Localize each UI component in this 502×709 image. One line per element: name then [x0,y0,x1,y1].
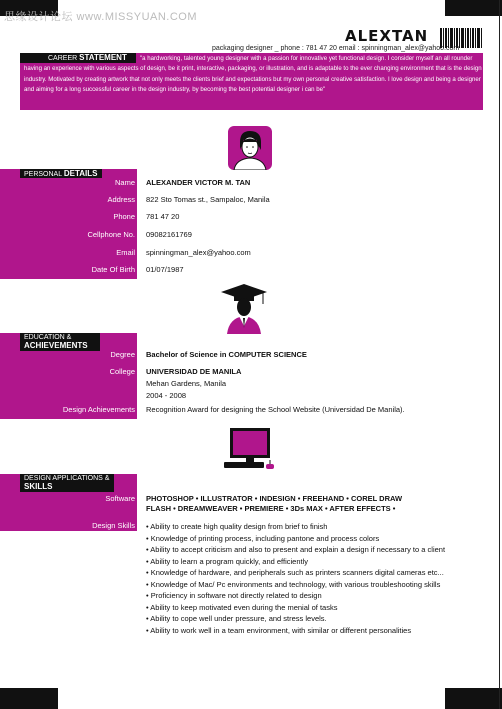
career-label-bold: STATEMENT [79,53,127,62]
label-date-of-birth: Date Of Birth [91,265,135,274]
value-college-place: Mehan Gardens, Manila [146,379,227,388]
value-cellphone: 09082161769 [146,230,192,239]
list-item: • Knowledge of printing process, including pantone and process colors [146,533,445,545]
list-item: • Ability to cope well under pressure, and stress levels. [146,613,445,625]
skills-label [20,474,114,492]
value-software-line2: FLASH • DREAMWEAVER • PREMIERE • 3Ds MAX • AFTER EFFECTS • [146,504,396,513]
portrait-icon [228,126,272,170]
label-cellphone: Cellphone No. [87,230,135,239]
label-name: Name [114,178,135,187]
education-label-line1: EDUCATION & [24,334,72,341]
value-college-name: UNIVERSIDAD DE MANILA [146,367,242,376]
watermark: 思缘设计论坛 www.MISSYUAN.COM [4,11,198,23]
label-design-achievements: Design Achievements [62,405,135,414]
name-logo: ALEXTAN [345,27,429,45]
education-label [20,333,100,351]
list-item: • Knowledge of hardware, and peripherals such as printers scanners digital cameras etc... [146,567,445,579]
list-item: • Ability to create high quality design from brief to finish [146,521,445,533]
value-date-of-birth: 01/07/1987 [146,265,184,274]
corner-block-bottom-left [0,688,58,709]
value-college-years: 2004 - 2008 [146,391,187,400]
list-item: • Knowledge of Mac/ Pc environments and technology, with various troubleshooting skills [146,579,445,591]
value-address: 822 Sto Tomas st., Sampaloc, Manila [146,195,270,204]
skills-label-line1: DESIGN APPLICATIONS & [24,475,110,482]
label-phone: Phone [113,212,135,221]
label-degree: Degree [110,350,135,359]
value-degree: Bachelor of Science in COMPUTER SCIENCE [146,350,307,359]
label-email: Email [116,248,135,257]
label-address: Address [107,195,135,204]
personal-label-prefix: PERSONAL [24,171,62,178]
list-item: • Ability to learn a program quickly, and efficiently [146,556,445,568]
career-label-prefix: CAREER [48,55,78,62]
career-statement-text: "a hardworking, talented young designer with a passion for innovative yet functional design. I consider myself an all rounder having an experience with various aspects of design, be it print, interactive, packaging, or illustration, and is adaptable to the ever changing environment that is the design industry. Motivated by creating artwork that not only meets the clients brief and expectations but my own personal creative satisfaction. I love design and being a designer and aiming for a long successful career in the design industry, by becoming the best potential designer i can be" [24,55,482,93]
value-phone: 781 47 20 [146,212,180,221]
education-label-line2: ACHIEVEMENTS [24,341,88,350]
list-item: • Proficiency in software not directly related to design [146,590,445,602]
corner-block-bottom-right [445,688,502,709]
value-email: spinningman_alex@yahoo.com [146,248,251,257]
label-software: Software [105,494,135,503]
list-item: • Ability to keep motivated even during the menial of tasks [146,602,445,614]
corner-block-top-right [445,0,502,16]
personal-details-label [20,169,102,178]
list-item: • Ability to accept criticism and also to present and explain a design if necessary to a client [146,544,445,556]
contact-line: packaging designer _ phone : 781 47 20 email : spinningman_alex@yahoo.com [212,45,460,52]
graduate-icon [219,282,269,334]
design-skills-list [146,521,445,636]
value-software-line1: PHOTOSHOP • ILLUSTRATOR • INDESIGN • FREEHAND • COREL DRAW [146,494,403,503]
page-edge [499,0,500,709]
list-item: • Ability to work well in a team environment, with similar or different personalities [146,625,445,637]
label-college: College [109,367,135,376]
computer-icon [222,426,280,474]
value-design-achievements: Recognition Award for designing the School Website (Universidad De Manila). [146,405,405,414]
skills-label-line2: SKILLS [24,482,53,491]
value-name: ALEXANDER VICTOR M. TAN [146,178,251,187]
label-design-skills: Design Skills [92,521,135,530]
personal-label-bold: DETAILS [63,169,98,178]
